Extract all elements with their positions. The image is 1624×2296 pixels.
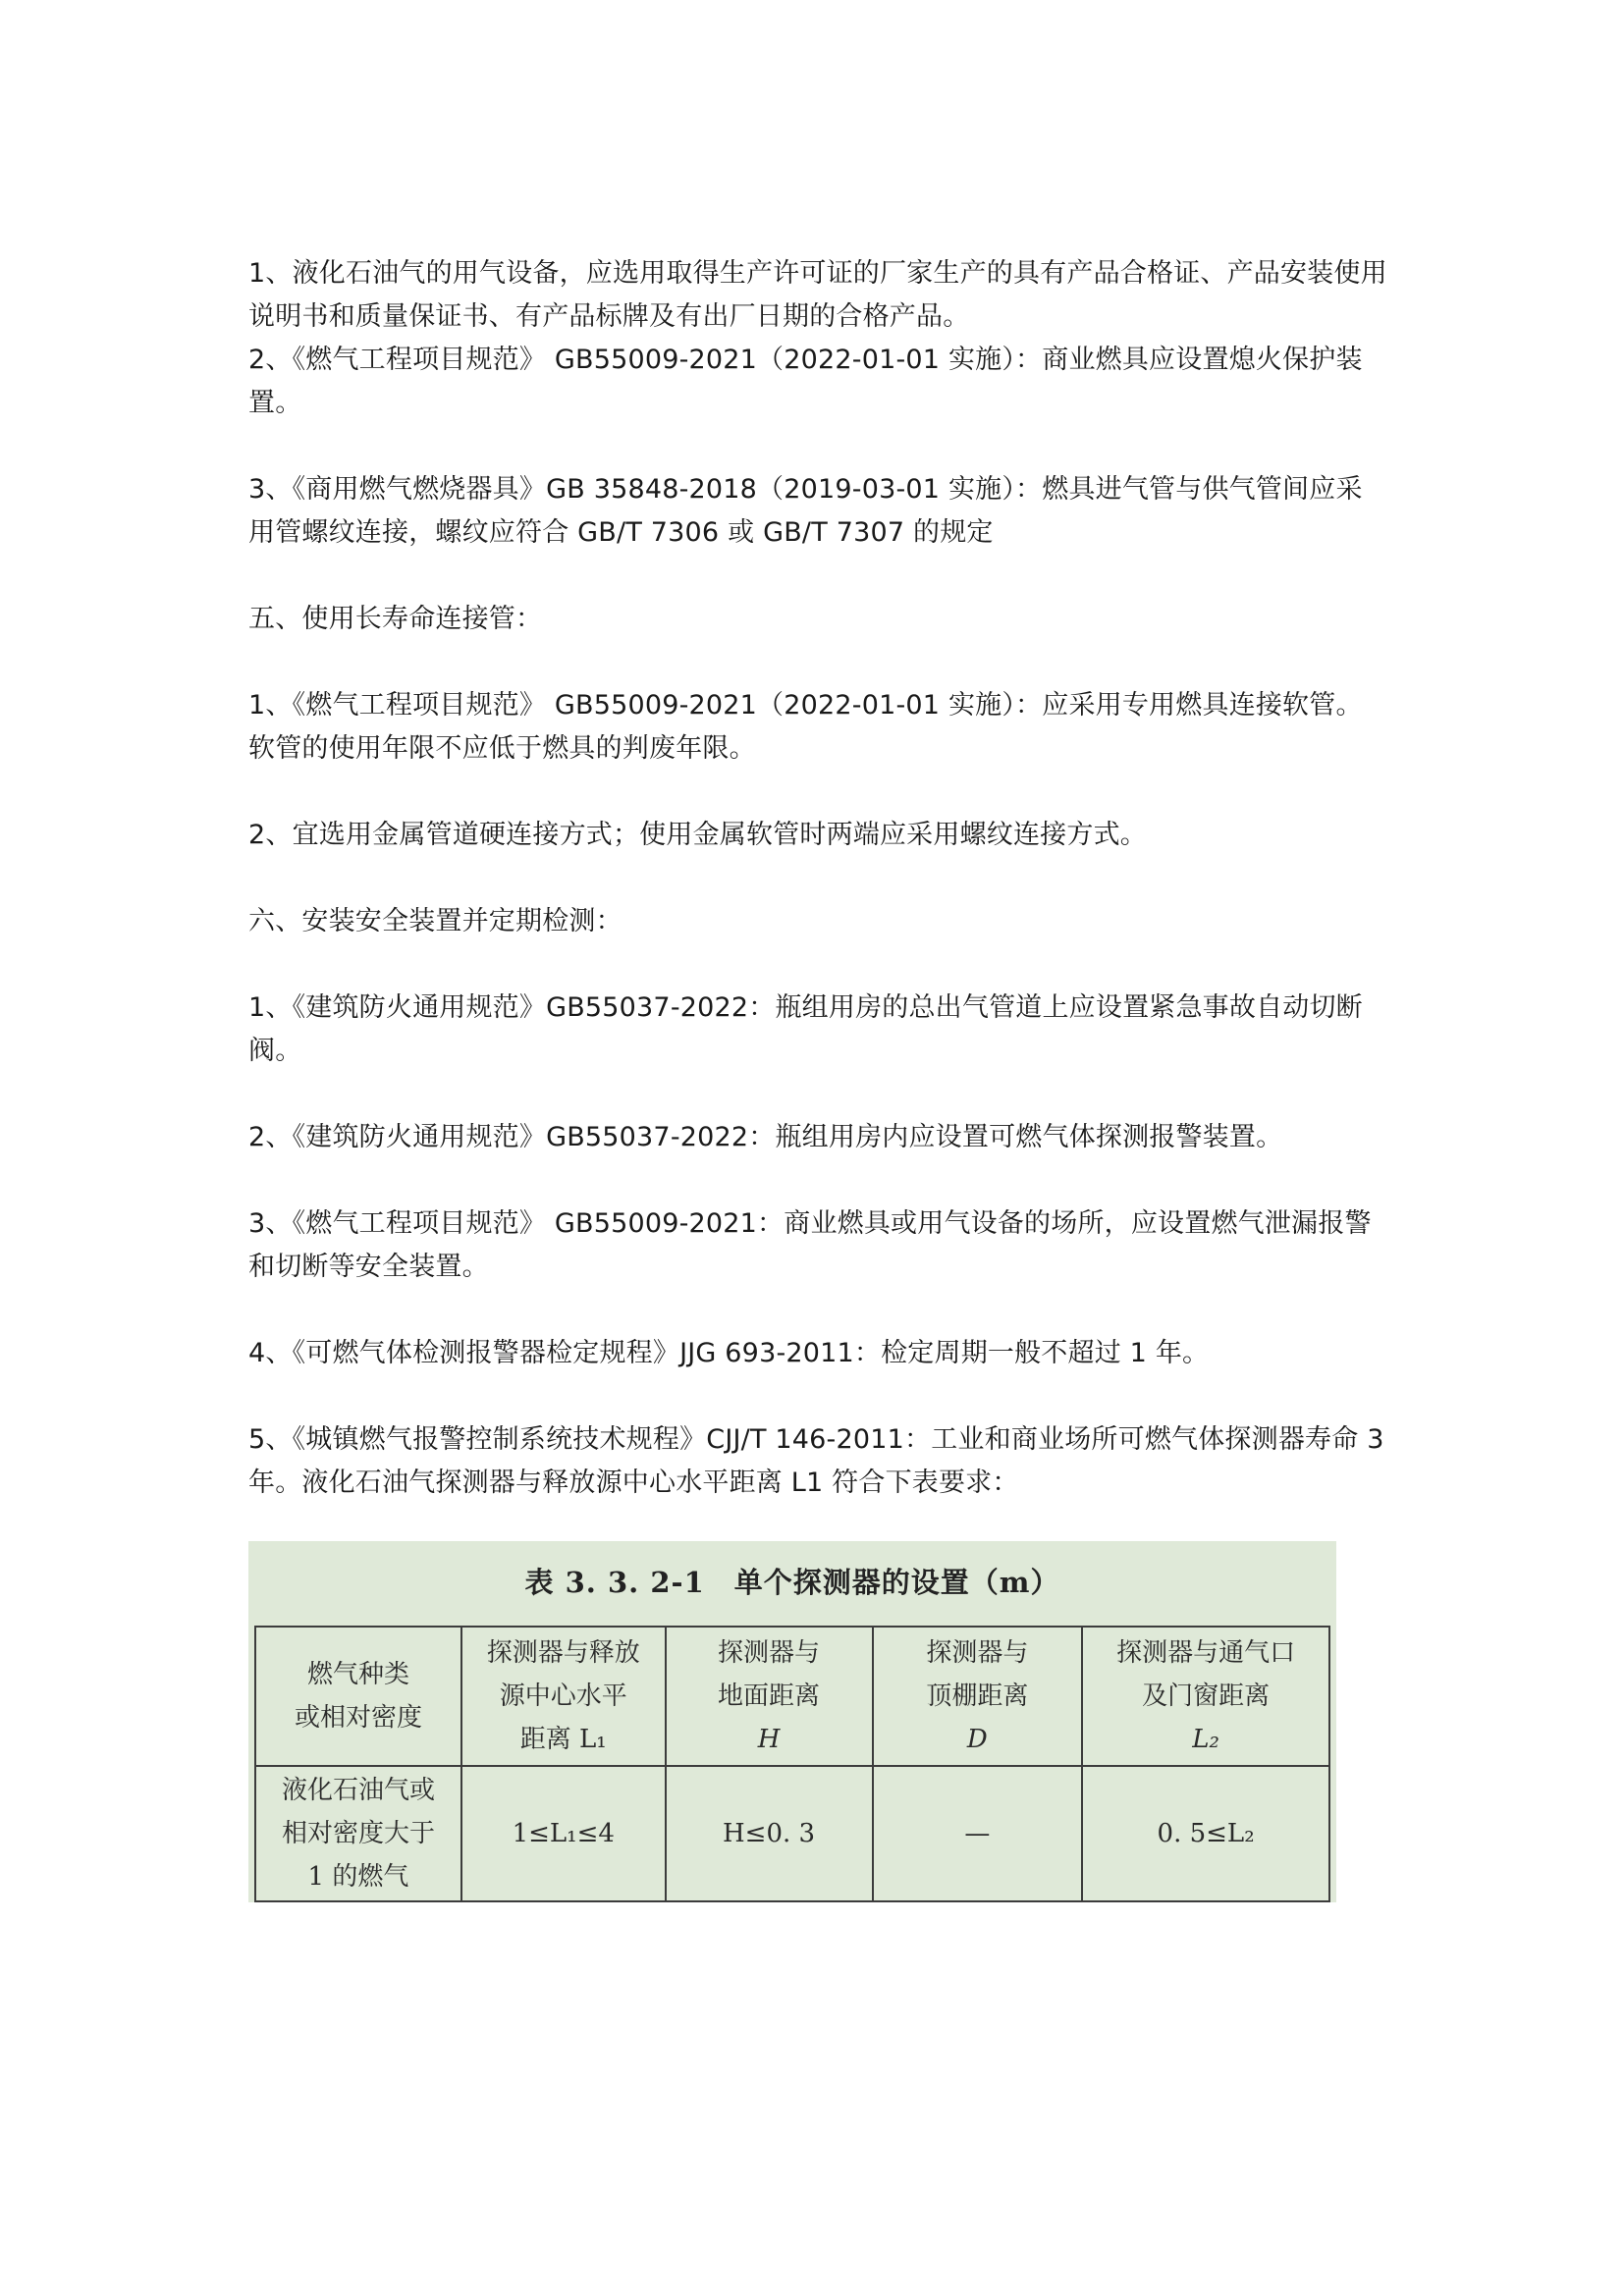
cell-text: — <box>964 1819 991 1848</box>
spacer <box>248 641 1387 684</box>
header-text: 及门窗距离 <box>1142 1682 1271 1711</box>
detector-setting-table-figure <box>248 1541 1336 1902</box>
spacer <box>248 555 1387 598</box>
cell-ceiling-distance <box>873 1766 1083 1901</box>
header-text: 燃气种类 <box>306 1660 409 1689</box>
paragraph-item-5-2-metal-pipe: 2、宜选用金属管道硬连接方式；使用金属软管时两端应采用螺纹连接方式。 <box>248 820 1147 850</box>
document-body <box>248 252 1387 1505</box>
spacer <box>248 1073 1387 1116</box>
header-text: 或相对密度 <box>294 1703 422 1733</box>
header-text: 顶棚距离 <box>926 1682 1029 1711</box>
header-text: 探测器与释放 <box>486 1638 640 1668</box>
header-ground-distance <box>666 1627 873 1766</box>
cell-horizontal-distance <box>461 1766 666 1901</box>
cell-text: 1≤L₁≤4 <box>512 1819 615 1848</box>
spacer <box>248 857 1387 900</box>
section-heading-5: 五、使用长寿命连接管： <box>248 604 543 634</box>
spacer <box>248 1375 1387 1418</box>
header-symbol: L₂ <box>1192 1725 1219 1754</box>
spacer <box>248 943 1387 987</box>
paragraph-item-5-1-hose: 1、《燃气工程项目规范》 GB55009-2021（2022-01-01 实施）：应采用专用燃具连接软管。软管的使用年限不应低于燃具的判废年限。 <box>248 690 1363 764</box>
header-ceiling-distance <box>873 1627 1083 1766</box>
spacer <box>248 771 1387 814</box>
spacer <box>248 1289 1387 1332</box>
header-symbol: H <box>757 1725 781 1754</box>
header-vent-distance <box>1082 1627 1329 1766</box>
paragraph-item-6-2-gas-detector: 2、《建筑防火通用规范》GB55037-2022：瓶组用房内应设置可燃气体探测报警装置。 <box>248 1122 1283 1152</box>
cell-text: 液化石油气或 <box>281 1776 435 1805</box>
table-caption: 表 3. 3. 2-1 单个探测器的设置（m） <box>524 1565 1060 1599</box>
cell-text: 0. 5≤L₂ <box>1157 1819 1255 1848</box>
paragraph-item-6-3-leak-alarm: 3、《燃气工程项目规范》 GB55009-2021：商业燃具或用气设备的场所，应设置燃气泄漏报警和切断等安全装置。 <box>248 1208 1372 1282</box>
detector-setting-table <box>254 1626 1330 1902</box>
cell-text: 1 的燃气 <box>307 1862 409 1892</box>
table-header-row <box>255 1627 1329 1766</box>
cell-text: 相对密度大于 <box>281 1819 435 1848</box>
paragraph-item-1-lpg-equipment: 1、液化石油气的用气设备，应选用取得生产许可证的厂家生产的具有产品合格证、产品安装使用说明书和质量保证书、有产品标牌及有出厂日期的合格产品。 <box>248 258 1387 332</box>
header-text: 源中心水平 <box>499 1682 627 1711</box>
header-horizontal-distance <box>461 1627 666 1766</box>
header-text: 距离 L₁ <box>519 1725 607 1754</box>
spacer <box>248 425 1387 468</box>
header-text: 探测器与 <box>926 1638 1029 1668</box>
cell-text: H≤0. 3 <box>723 1819 816 1848</box>
paragraph-item-6-5-detector-lifespan: 5、《城镇燃气报警控制系统技术规程》CJJ/T 146-2011：工业和商业场所可燃气体探测器寿命 3 年。液化石油气探测器与释放源中心水平距离 L1 符合下表要求： <box>248 1424 1384 1498</box>
header-gas-type <box>255 1627 461 1766</box>
header-text: 探测器与通气口 <box>1116 1638 1296 1668</box>
spacer <box>248 1159 1387 1202</box>
paragraph-item-3-thread-connection: 3、《商用燃气燃烧器具》GB 35848-2018（2019-03-01 实施）：燃具进气管与供气管间应采用管螺纹连接，螺纹应符合 GB/T 7306 或 GB/T 7307 的规定 <box>248 474 1363 548</box>
header-symbol: D <box>966 1725 988 1754</box>
section-heading-6: 六、安装安全装置并定期检测： <box>248 906 623 936</box>
paragraph-item-6-1-shutoff-valve: 1、《建筑防火通用规范》GB55037-2022：瓶组用房的总出气管道上应设置紧急事故自动切断阀。 <box>248 992 1363 1066</box>
cell-gas-type <box>255 1766 461 1901</box>
header-text: 地面距离 <box>718 1682 821 1711</box>
cell-vent-distance <box>1082 1766 1329 1901</box>
table-row <box>255 1766 1329 1901</box>
cell-ground-distance <box>666 1766 873 1901</box>
paragraph-item-6-4-verification-cycle: 4、《可燃气体检测报警器检定规程》JJG 693-2011：检定周期一般不超过 1 年。 <box>248 1338 1210 1368</box>
header-text: 探测器与 <box>718 1638 821 1668</box>
paragraph-item-2-flameout-protection: 2、《燃气工程项目规范》 GB55009-2021（2022-01-01 实施）：商业燃具应设置熄火保护装置。 <box>248 345 1363 418</box>
